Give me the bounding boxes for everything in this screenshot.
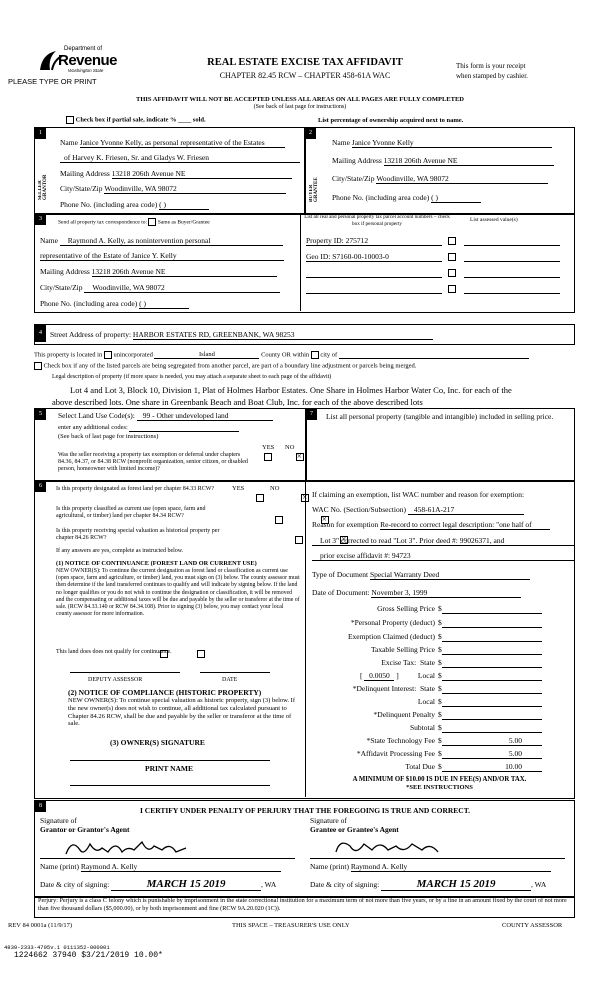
- seller-name-field[interactable]: Janice Yvonne Kelly, as personal representative of the Estates: [80, 138, 285, 148]
- parcel-row-4: [306, 284, 566, 294]
- land-use-row: Select Land Use Code(s): 99 - Other undeveloped land: [58, 411, 273, 421]
- section-number-2: 2: [305, 128, 316, 139]
- grantee-name-field[interactable]: Raymond A. Kelly: [351, 862, 551, 872]
- land-use-no-heading: NO: [285, 444, 295, 451]
- deputy-sig-line[interactable]: [70, 672, 180, 673]
- correspondence-divider: [300, 213, 301, 311]
- seller-city-field[interactable]: Woodinville, WA 98072: [104, 184, 286, 194]
- grantor-sig-label: Signature of: [40, 816, 77, 825]
- city-of-field[interactable]: [339, 351, 529, 359]
- dept-name: Revenue: [58, 52, 118, 69]
- buyer-name-field[interactable]: Janice Yvonne Kelly: [352, 138, 552, 148]
- doc-date-field[interactable]: November 3, 1999: [371, 588, 521, 598]
- seller-phone-field[interactable]: ( ): [159, 200, 209, 210]
- county-field[interactable]: Island: [154, 351, 259, 359]
- reason-row: Reason for exemption Re-record to correct legal description: "one half of: [312, 520, 550, 530]
- doc-type-field[interactable]: Special Warranty Deed: [370, 570, 530, 580]
- unincorporated-checkbox[interactable]: [104, 351, 112, 359]
- corr-city-field[interactable]: Woodinville, WA 98072: [84, 283, 280, 293]
- grantor-signature[interactable]: [62, 836, 192, 860]
- land-use-see-back: (See back of last page for instructions): [58, 433, 159, 440]
- reason-field[interactable]: Re-record to correct legal description: "one half of: [380, 520, 550, 530]
- excise-local-field[interactable]: [442, 671, 542, 681]
- wac-row: WAC No. (Section/Subsection) 458-61A-217: [312, 505, 524, 515]
- delinquent-interest-local-field[interactable]: [442, 697, 542, 707]
- corr-phone-field[interactable]: ( ): [139, 299, 189, 309]
- forest-if-yes: If any answers are yes, complete as instructed below.: [56, 548, 184, 554]
- parcel-row-3: [306, 268, 566, 278]
- section-number-7: 7: [306, 409, 317, 420]
- parcel-value-2[interactable]: [464, 252, 560, 262]
- forest-q2: Is this property classified as current use (open space, farm and agricultural, or timber) land per chapter 84.34 RCW?: [56, 506, 206, 519]
- corr-name-field-2[interactable]: representative of the Estate of Janice Y. Kelly: [40, 251, 284, 261]
- forest-q2-yes[interactable]: [275, 516, 283, 524]
- rate-field[interactable]: 0.0050: [364, 671, 394, 681]
- buyer-phone-field[interactable]: ( ): [431, 193, 481, 203]
- grantor-sig-line: [40, 858, 295, 859]
- rev-number: REV 84 0001a (11/9/17): [8, 922, 73, 929]
- corr-name-row: Name Raymond A. Kelly, as nonintervention personal: [40, 236, 283, 246]
- section-number-5: 5: [35, 409, 46, 420]
- grantee-agent-label: Grantee or Grantee's Agent: [310, 825, 399, 834]
- seller-name-field-2[interactable]: of Harvey K. Friesen, Sr. and Gladys W. Friesen: [60, 153, 300, 163]
- percentage-note: List percentage of ownership acquired next to name.: [318, 117, 464, 124]
- corr-address-row: Mailing Address 13218 206th Avenue NE: [40, 267, 277, 277]
- forest-q1-no[interactable]: [301, 494, 309, 502]
- forest-yes-heading: YES: [232, 485, 245, 492]
- land-does-checkbox[interactable]: [160, 650, 168, 658]
- deputy-date-label: DATE: [222, 677, 238, 683]
- parcel-personal-checkbox-3[interactable]: [448, 269, 456, 277]
- excise-state-field[interactable]: [442, 658, 542, 668]
- reason-field-3[interactable]: prior excise affidavit #: 94723: [312, 551, 575, 561]
- perjury-text: Perjury: Perjury is a class C felony which is punishable by imprisonment in the state correctional institution for a maximum term of not more than five years, or by a fine in an amount fixed by the court of not more than five thousand dollars ($5,000.00), or by both imprisonment and fine (RCW 9A.20.020 (1C)).: [38, 897, 567, 912]
- forest-q3: Is this property receiving special valuation as historical property per chapter 84.26 RCW?: [56, 528, 220, 541]
- land-use-yes-heading: YES: [262, 444, 275, 451]
- grantor-date-field[interactable]: MARCH 15 2019: [111, 878, 261, 891]
- notice2-text: NEW OWNER(S): To continue special valuation as historic property, sign (3) below. If the new owner(s) does not wish to continue, all additional tax calculated pursuant to Chapter 84.26 RCW, shall be due and payable by the seller or transferor at the time of sale.: [68, 697, 295, 728]
- grantor-name-row: Name (print) Raymond A. Kelly: [40, 862, 281, 872]
- seller-address-field[interactable]: 13218 206th Avenue NE: [112, 169, 292, 179]
- print-name-line[interactable]: [70, 785, 270, 786]
- personal-field[interactable]: [442, 618, 542, 628]
- warning-sub: (See back of last page for instructions): [253, 104, 347, 110]
- notice2-title: (2) NOTICE OF COMPLIANCE (HISTORIC PROPERTY): [68, 688, 262, 697]
- buyer-address-field[interactable]: 13218 206th Avenue NE: [384, 156, 554, 166]
- corr-city-row: City/State/Zip Woodinville, WA 98072: [40, 283, 280, 293]
- located-row: This property is located in unincorporated Island County OR within city of: [34, 351, 529, 359]
- reason-field-2[interactable]: Lot 3" corrected to read "Lot 3". Prior deed #: 99026371, and: [312, 536, 575, 546]
- notice1-title: (1) NOTICE OF CONTINUANCE (FOREST LAND OR CURRENT USE): [56, 560, 257, 567]
- grantee-sig-label: Signature of: [310, 816, 347, 825]
- forest-no-heading: NO: [270, 485, 280, 492]
- grantee-signature[interactable]: [330, 836, 450, 860]
- parcel-value-1[interactable]: [464, 236, 560, 246]
- grantee-date-field[interactable]: MARCH 15 2019: [381, 878, 531, 891]
- additional-codes-row: enter any additional codes:: [58, 424, 239, 432]
- county-assessor-label: COUNTY ASSESSOR: [502, 922, 563, 929]
- delinquent-penalty-field[interactable]: [442, 710, 542, 720]
- additional-codes-field[interactable]: [129, 424, 239, 432]
- personal-property-text: List all personal property (tangible and intangible) included in selling price.: [326, 412, 554, 421]
- land-use-code-field[interactable]: 99 - Other undeveloped land: [137, 411, 273, 421]
- grantee-sig-line: [310, 858, 565, 859]
- parcel-personal-checkbox-2[interactable]: [448, 253, 456, 261]
- seller-side-label: SELLER GRANTOR: [38, 174, 48, 200]
- notice1-text: NEW OWNER(S): To continue the current designation as forest land or classification as current use (open space, farm and agriculture, or timber) land, you must sign on (3) below. The county assessor must then determine if the land transferred continues to qualify and will indicate by signing below. If the land no longer qualifies or you do not wish to continue the designation or classification, it will be removed and the compensating or additional taxes will be due and payable by the seller or transferor at the time of sale. (RCW 84.33.140 or RCW 84.34.108). Prior to signing (3) below, you may contact your local county assessor for more information.: [56, 568, 300, 618]
- cashier-stamp: 1224662 37940 $3/21/2019 10.00*: [14, 951, 163, 960]
- page-title: REAL ESTATE EXCISE TAX AFFIDAVIT: [207, 57, 403, 68]
- land-qualify-row: This land does does not qualify for continuance.: [56, 649, 172, 655]
- section-number-6: 6: [35, 481, 46, 492]
- wac-field[interactable]: 458-61A-217: [408, 505, 524, 515]
- partial-sale-checkbox[interactable]: [66, 116, 74, 124]
- grantor-agent-label: Grantor or Grantor's Agent: [40, 825, 130, 834]
- exemption-field[interactable]: [442, 632, 542, 642]
- parcel-row-1: [306, 236, 566, 246]
- parcel-personal-checkbox-4[interactable]: [448, 285, 456, 293]
- taxable-field[interactable]: [442, 645, 542, 655]
- delinquent-interest-state-field[interactable]: [442, 684, 542, 694]
- correspondence-box: [34, 213, 575, 313]
- parcel-row-2: [306, 252, 566, 262]
- warning-text: THIS AFFIDAVIT WILL NOT BE ACCEPTED UNLESS ALL AREAS ON ALL PAGES ARE FULLY COMPLETED: [136, 96, 464, 103]
- seller-city-row: City/State/Zip Woodinville, WA 98072: [60, 184, 286, 194]
- section-6-divider: [305, 480, 306, 797]
- seller-phone-row: Phone No. (including area code) ( ): [60, 200, 209, 210]
- parcel-value-4[interactable]: [464, 284, 560, 294]
- corr-address-field[interactable]: 13218 206th Avenue NE: [92, 267, 277, 277]
- processing-fee-field[interactable]: 5.00: [442, 749, 542, 759]
- buyer-phone-row: Phone No. (including area code) ( ): [332, 193, 481, 203]
- grantee-date-row: Date & city of signing: MARCH 15 2019 , WA: [310, 878, 547, 890]
- doc-type-row: Type of Document Special Warranty Deed: [312, 570, 530, 580]
- same-as-checkbox[interactable]: [148, 218, 156, 226]
- grantor-date-row: Date & city of signing: MARCH 15 2019 , WA: [40, 878, 277, 890]
- section-number-4: 4: [35, 325, 46, 342]
- section-number-3: 3: [35, 214, 46, 225]
- page-subtitle: CHAPTER 82.45 RCW – CHAPTER 458-61A WAC: [219, 71, 391, 80]
- see-instructions: *SEE INSTRUCTIONS: [406, 784, 473, 791]
- buyer-address-row: Mailing Address 13218 206th Avenue NE: [332, 156, 554, 166]
- section-number-1: 1: [35, 128, 46, 139]
- parcel-field-4[interactable]: [306, 284, 442, 294]
- owner-sig-line[interactable]: [70, 760, 270, 761]
- print-name-label: PRINT NAME: [145, 764, 193, 773]
- forest-q1: Is this property designated as forest land per chapter 84.33 RCW?: [56, 486, 215, 492]
- gross-field[interactable]: [442, 604, 542, 614]
- section-number-8: 8: [35, 801, 46, 812]
- parcel-field-3[interactable]: [306, 268, 442, 278]
- treasurer-use: THIS SPACE – TREASURER'S USE ONLY: [232, 922, 350, 929]
- correspondence-heading: Send all property tax correspondence to: Same as Buyer/Grantee: [58, 219, 210, 226]
- doc-number: 4839-2333-4795v.1 0111352-000001: [4, 944, 110, 951]
- segregated-row: Check box if any of the listed parcels are being segregated from another parcel, are part of a boundary line adjustment or parcels being merged.: [34, 362, 416, 370]
- deputy-label: DEPUTY ASSESSOR: [88, 677, 143, 683]
- grantor-name-field[interactable]: Raymond A. Kelly: [81, 862, 281, 872]
- minimum-note: A MINIMUM OF $10.00 IS DUE IN FEE(S) AND/OR TAX.: [352, 776, 527, 783]
- parcel-personal-checkbox-1[interactable]: [448, 237, 456, 245]
- parcel-field-2[interactable]: Geo ID: S7160-00-10003-0: [306, 252, 442, 262]
- partial-sale[interactable]: Check box if partial sale, indicate % ____ sold.: [66, 116, 206, 124]
- buyer-city-field[interactable]: Woodinville, WA 98072: [376, 174, 548, 184]
- parcels-heading: List all real and personal property tax parcel account numbers – check box if personal property: [304, 214, 450, 227]
- print-note: PLEASE TYPE OR PRINT: [8, 77, 97, 86]
- buyer-name-row: Name Janice Yvonne Kelly: [332, 138, 552, 148]
- legal-description-1[interactable]: Lot 4 and Lot 3, Block 10, Division 1, Plat of Holmes Harbor Estates. One Share in Holmes Harbor Water Co, Inc. for each of the: [70, 385, 512, 395]
- parcel-field-1[interactable]: Property ID: 275712: [306, 236, 442, 246]
- owner-sig-label: (3) OWNER(S) SIGNATURE: [110, 738, 205, 747]
- receipt-note-2: when stamped by cashier.: [456, 72, 528, 80]
- corr-name-field[interactable]: Raymond A. Kelly, as nonintervention personal: [60, 236, 283, 246]
- parcel-value-3[interactable]: [464, 268, 560, 278]
- certify-statement: I CERTIFY UNDER PENALTY OF PERJURY THAT THE FOREGOING IS TRUE AND CORRECT.: [140, 806, 471, 815]
- seller-address-row: Mailing Address 13218 206th Avenue NE: [60, 169, 292, 179]
- forest-q3-yes[interactable]: [295, 536, 303, 544]
- land-does-not-checkbox[interactable]: [197, 650, 205, 658]
- doc-date-row: Date of Document: November 3, 1999: [312, 588, 521, 598]
- receipt-note: This form is your receipt: [456, 62, 526, 70]
- subtotal-field[interactable]: [442, 723, 542, 733]
- legal-description-2[interactable]: above described lots. One share in Greenbank Beach and Boat Club, Inc. for each of the above described lots: [52, 397, 423, 407]
- city-checkbox[interactable]: [311, 351, 319, 359]
- grantee-name-row: Name (print) Raymond A. Kelly: [310, 862, 551, 872]
- buyer-city-row: City/State/Zip Woodinville, WA 98072: [332, 174, 548, 184]
- dept-top: Department of: [64, 46, 103, 52]
- buyer-side-label: BUYER GRANTEE: [309, 177, 319, 202]
- segregated-checkbox[interactable]: [34, 362, 42, 370]
- parcels-value-heading: List assessed value(s): [470, 217, 518, 223]
- street-row: Street Address of property: HARBOR ESTATES RD, GREENBANK, WA 98253: [50, 330, 433, 340]
- exemption-yes-checkbox[interactable]: [264, 453, 272, 461]
- exemption-intro: If claiming an exemption, list WAC number and reason for exemption:: [312, 490, 525, 499]
- seller-name-row: Name Janice Yvonne Kelly, as personal representative of the Estates: [60, 138, 300, 148]
- tech-fee-field[interactable]: 5.00: [442, 736, 542, 746]
- dept-state: Washington State: [68, 68, 104, 73]
- forest-q1-yes[interactable]: [256, 494, 264, 502]
- exemption-question: Was the seller receiving a property tax exemption or deferral under chapters 84.36, 84.37, or 84.38 RCW (nonprofit organization, senior citizen, or disabled person, homeowner with limited income)?: [58, 452, 248, 472]
- exemption-no-checkbox[interactable]: [296, 453, 304, 461]
- legal-label: Legal description of property (if more space is needed, you may attach a separate sheet to each page of the affidavit): [52, 374, 332, 380]
- corr-phone-row: Phone No. (including area code) ( ): [40, 299, 189, 309]
- deputy-date-line[interactable]: [200, 672, 270, 673]
- total-field[interactable]: 10.00: [442, 762, 542, 772]
- street-field[interactable]: HARBOR ESTATES RD, GREENBANK, WA 98253: [133, 330, 433, 340]
